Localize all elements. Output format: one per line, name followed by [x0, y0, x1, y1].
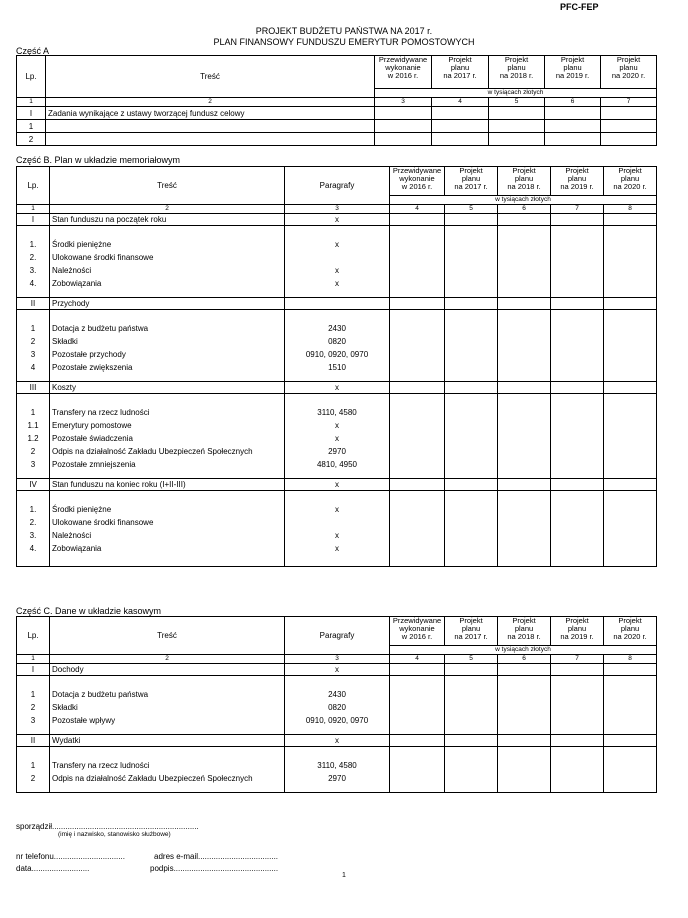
item-text: Należności	[52, 531, 92, 540]
document-title	[0, 26, 688, 48]
item-paragraf	[287, 517, 387, 530]
col-num: 2	[50, 205, 285, 214]
footer-sporzadzil	[16, 822, 199, 838]
col-num: 1	[17, 98, 46, 107]
item-paragraf: 3110, 4580	[317, 761, 357, 770]
col-lp: Lp.	[17, 167, 50, 205]
col-num: 4	[390, 205, 445, 214]
units-label: w tysiącach złotych	[390, 196, 657, 205]
item-text: Pozostałe świadczenia	[52, 434, 133, 443]
col-2019: Projekt planu na 2019 r.	[551, 167, 604, 196]
item-text: Odpis na działalność Zakładu Ubezpieczeń Społecznych	[52, 774, 253, 783]
title-line-1: PROJEKT BUDŻETU PAŃSTWA NA 2017 r.	[255, 26, 433, 36]
item-text: Składki	[52, 337, 78, 346]
item-lp: 1	[30, 408, 36, 417]
item-paragraf: 2970	[328, 447, 346, 456]
item-text: Ulokowane środki finansowe	[52, 518, 154, 527]
item-text: Środki pieniężne	[52, 505, 112, 514]
col-2018: Projekt planu na 2018 r.	[489, 56, 545, 89]
item-lp: 1.	[29, 505, 37, 514]
col-2020: Projekt planu na 2020 r.	[604, 617, 657, 646]
col-num: 8	[604, 655, 657, 664]
item-paragraf: x	[335, 421, 339, 430]
col-num: 2	[50, 655, 285, 664]
item-lp: 3	[30, 460, 36, 469]
table-items-row	[17, 747, 657, 793]
col-num: 3	[375, 98, 432, 107]
item-lp: 2	[30, 774, 36, 783]
col-num: 6	[498, 205, 551, 214]
item-lp: 4	[30, 363, 36, 372]
footer-data: data..........................	[16, 864, 90, 873]
item-paragraf: x	[335, 240, 339, 249]
item-paragraf: 0910, 0920, 0970	[305, 350, 369, 359]
item-paragraf: x	[335, 266, 339, 275]
col-tresc: Treść	[50, 167, 285, 205]
table-group-row: II Przychody	[17, 298, 657, 310]
item-lp: 3	[30, 716, 36, 725]
col-num: 7	[551, 205, 604, 214]
col-tresc: Treść	[50, 617, 285, 655]
item-paragraf: 1510	[328, 363, 346, 372]
item-lp: 2.	[29, 518, 37, 527]
col-num: 1	[17, 655, 50, 664]
title-line-2: PLAN FINANSOWY FUNDUSZU EMERYTUR POMOSTOWYCH	[213, 37, 475, 47]
table-items-row	[17, 394, 657, 479]
item-lp: 1	[30, 690, 36, 699]
item-paragraf: 2430	[328, 324, 346, 333]
item-paragraf: x	[335, 531, 339, 540]
item-text: Transfery na rzecz ludności	[52, 408, 150, 417]
footer-podpis: podpis...............................................	[150, 864, 279, 873]
col-2019: Projekt planu na 2019 r.	[551, 617, 604, 646]
item-paragraf: 0820	[328, 337, 346, 346]
item-text: Pozostałe zmniejszenia	[52, 460, 136, 469]
table-row: 2	[17, 133, 657, 146]
item-text: Ulokowane środki finansowe	[52, 253, 154, 262]
table-items-row	[17, 491, 657, 567]
table-row: I Zadania wynikające z ustawy tworzącej fundusz celowy	[17, 107, 657, 120]
item-text: Pozostałe przychody	[52, 350, 126, 359]
section-b-label: Część B. Plan w układzie memoriałowym	[16, 155, 181, 165]
col-tresc: Treść	[46, 56, 375, 98]
form-code: PFC-FEP	[560, 2, 599, 12]
units-label: w tysiącach złotych	[375, 89, 657, 98]
item-paragraf: 0820	[328, 703, 346, 712]
col-num: 7	[601, 98, 657, 107]
col-2016: Przewidywane wykonanie w 2016 r.	[390, 617, 445, 646]
item-paragraf: x	[335, 505, 339, 514]
col-num: 5	[445, 655, 498, 664]
col-2020: Projekt planu na 2020 r.	[601, 56, 657, 89]
item-text: Pozostałe zwiększenia	[52, 363, 133, 372]
col-num: 3	[285, 205, 390, 214]
col-2016: Przewidywane wykonanie w 2016 r.	[375, 56, 432, 89]
item-text: Dotacja z budżetu państwa	[52, 324, 149, 333]
col-paragrafy: Paragrafy	[285, 167, 390, 205]
item-paragraf: x	[335, 544, 339, 553]
item-paragraf: 2430	[328, 690, 346, 699]
col-2019: Projekt planu na 2019 r.	[545, 56, 601, 89]
item-text: Odpis na działalność Zakładu Ubezpieczeń Społecznych	[52, 447, 253, 456]
item-lp: 1.2	[27, 434, 39, 443]
col-2018: Projekt planu na 2018 r.	[498, 617, 551, 646]
col-num: 5	[489, 98, 545, 107]
item-text: Składki	[52, 703, 78, 712]
sporzadzil-line: sporządził..................................................................	[16, 822, 199, 831]
footer-email: adres e-mail....................................	[154, 852, 279, 861]
item-text: Pozostałe wpływy	[52, 716, 116, 725]
table-items-row	[17, 676, 657, 735]
col-num: 4	[390, 655, 445, 664]
col-num: 2	[46, 98, 375, 107]
table-group-row: IV Stan funduszu na koniec roku (I+II-III) x	[17, 479, 657, 491]
table-items-row	[17, 226, 657, 298]
item-paragraf: x	[335, 434, 339, 443]
col-2017: Projekt planu na 2017 r.	[445, 617, 498, 646]
col-2016: Przewidywane wykonanie w 2016 r.	[390, 167, 445, 196]
col-2017: Projekt planu na 2017 r.	[445, 167, 498, 196]
table-group-row: III Koszty x	[17, 382, 657, 394]
item-paragraf: 0910, 0920, 0970	[305, 716, 369, 725]
col-2018: Projekt planu na 2018 r.	[498, 167, 551, 196]
item-paragraf: x	[335, 279, 339, 288]
col-2017: Projekt planu na 2017 r.	[432, 56, 489, 89]
col-lp: Lp.	[17, 617, 50, 655]
units-label: w tysiącach złotych	[390, 646, 657, 655]
item-lp: 4.	[29, 279, 37, 288]
col-num: 8	[604, 205, 657, 214]
item-lp: 2	[30, 337, 36, 346]
table-items-row	[17, 310, 657, 382]
footer-telefon: nr telefonu................................	[16, 852, 125, 861]
item-lp: 2	[30, 703, 36, 712]
col-num: 4	[432, 98, 489, 107]
item-lp: 1.1	[27, 421, 39, 430]
item-lp: 1.	[29, 240, 37, 249]
page-number: 1	[342, 872, 346, 879]
section-a-label: Część A	[16, 46, 50, 56]
item-text: Zobowiązania	[52, 544, 102, 553]
col-num: 6	[498, 655, 551, 664]
item-text: Zobowiązania	[52, 279, 102, 288]
item-paragraf	[287, 252, 387, 265]
item-text: Należności	[52, 266, 92, 275]
section-c-table	[16, 616, 657, 793]
col-lp: Lp.	[17, 56, 46, 98]
col-paragrafy: Paragrafy	[285, 617, 390, 655]
sporzadzil-sub: (imię i nazwisko, stanowisko służbowe)	[58, 831, 171, 838]
item-lp: 1	[30, 324, 36, 333]
col-num: 5	[445, 205, 498, 214]
col-num: 6	[545, 98, 601, 107]
item-lp: 1	[30, 761, 36, 770]
table-group-row: II Wydatki x	[17, 735, 657, 747]
item-lp: 2.	[29, 253, 37, 262]
col-num: 3	[285, 655, 390, 664]
item-lp: 2	[30, 447, 36, 456]
item-text: Emerytury pomostowe	[52, 421, 132, 430]
item-lp: 3.	[29, 531, 37, 540]
item-text: Transfery na rzecz ludności	[52, 761, 150, 770]
item-lp: 4.	[29, 544, 37, 553]
col-num: 7	[551, 655, 604, 664]
item-paragraf: 3110, 4580	[317, 408, 357, 417]
item-lp: 3.	[29, 266, 37, 275]
section-a-table	[16, 55, 657, 146]
col-num: 1	[17, 205, 50, 214]
col-2020: Projekt planu na 2020 r.	[604, 167, 657, 196]
section-c-label: Część C. Dane w układzie kasowym	[16, 606, 162, 616]
item-lp: 3	[30, 350, 36, 359]
table-row: 1	[17, 120, 657, 133]
table-group-row: I Stan funduszu na początek roku x	[17, 214, 657, 226]
table-group-row: I Dochody x	[17, 664, 657, 676]
item-text: Środki pieniężne	[52, 240, 112, 249]
item-text: Dotacja z budżetu państwa	[52, 690, 149, 699]
item-paragraf: 2970	[328, 774, 346, 783]
item-paragraf: 4810, 4950	[316, 460, 358, 469]
section-b-table	[16, 166, 657, 567]
